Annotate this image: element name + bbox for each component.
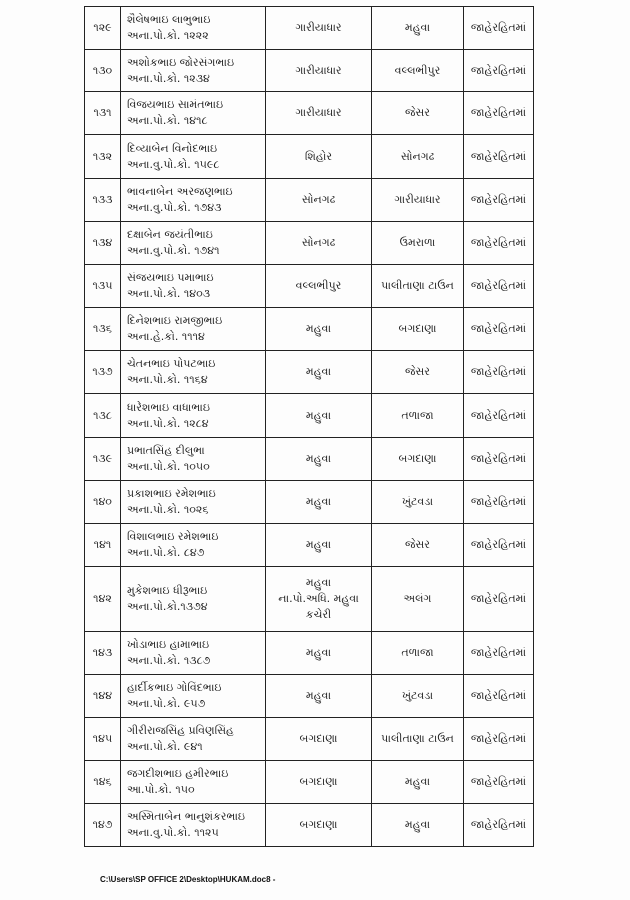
employee-name: શૈલેષભાઇ લાભુભાઇ: [127, 13, 211, 26]
current-posting: [266, 7, 372, 50]
new-posting: મહુવા: [372, 7, 464, 50]
transfer-reason: જાહેરહિતમાં: [464, 394, 534, 438]
transfer-reason: જાહેરહિતમાં: [464, 308, 534, 351]
current-posting: [266, 308, 372, 351]
current-posting: [266, 135, 372, 179]
current-posting-line: વલ્લભીપુર: [295, 279, 342, 292]
transfer-reason: જાહેરહિતમાં: [464, 7, 534, 50]
employee-cell: [121, 567, 266, 632]
employee-cell: [121, 718, 266, 761]
new-posting: તળાજા: [372, 394, 464, 438]
table-row: [85, 50, 534, 92]
serial-number: ૧૪૨: [85, 567, 121, 632]
current-posting: [266, 481, 372, 524]
employee-cell: [121, 438, 266, 481]
current-posting: [266, 179, 372, 222]
employee-code: અના.પો.કો. ૧૧૬૪: [127, 373, 208, 386]
table-row: [85, 222, 534, 265]
table-row: [85, 524, 534, 567]
current-posting: [266, 265, 372, 308]
employee-code: અના.પો.કો. ૧૦૨૬: [127, 503, 209, 516]
serial-number: ૧૩૬: [85, 308, 121, 351]
table-row: [85, 675, 534, 718]
employee-name: દિવ્યાબેન વિનોદભાઇ: [127, 141, 218, 155]
employee-cell: [121, 265, 266, 308]
new-posting: ગારીયાધાર: [372, 179, 464, 222]
table-row: [85, 394, 534, 438]
serial-number: ૧૩૯: [85, 438, 121, 481]
table-row: [85, 92, 534, 135]
employee-name: વિશાલભાઇ રમેશભાઇ: [127, 530, 219, 543]
employee-code: અના.પો.કો. ૧૨૮૪: [127, 416, 209, 430]
table-row: [85, 351, 534, 394]
employee-name: દિનેશભાઇ રામજીભાઇ: [127, 314, 223, 327]
serial-number: ૧૪૭: [85, 804, 121, 847]
new-posting: જેસર: [372, 524, 464, 567]
new-posting: જેસર: [372, 351, 464, 394]
employee-code: અના.પો.કો. ૧૨૨૨: [127, 29, 209, 42]
employee-name: જગદીશભાઇ હમીરભાઇ: [127, 767, 229, 780]
employee-code: અના.વુ.પો.કો. ૧૧૨૫: [127, 826, 219, 839]
serial-number: ૧૪૦: [85, 481, 121, 524]
current-posting-line: ગારીયાધાર: [295, 106, 342, 119]
current-posting: [266, 438, 372, 481]
employee-cell: [121, 804, 266, 847]
table-row: [85, 265, 534, 308]
employee-name: દક્ષાબેન જયંતીભાઇ: [127, 228, 213, 241]
employee-code: અના.પો.કો. ૧૨૩૪: [127, 71, 210, 85]
transfer-reason: જાહેરહિતમાં: [464, 222, 534, 265]
current-posting-line: મહુવા: [305, 408, 332, 422]
table-row: [85, 761, 534, 804]
new-posting: તળાજા: [372, 632, 464, 675]
current-posting: [266, 394, 372, 438]
employee-code: અના.વુ.પો.કો. ૧૭૪૧: [127, 244, 220, 257]
table-row: [85, 481, 534, 524]
employee-name: ખોડાભાઇ હામાભાઇ: [127, 638, 210, 651]
transfer-reason: જાહેરહિતમાં: [464, 718, 534, 761]
employee-name: મુકેશભાઇ ધીરૂભાઇ: [127, 584, 208, 597]
new-posting: પાલીતાણા ટાઉન: [372, 265, 464, 308]
current-posting: [266, 675, 372, 718]
transfer-reason: જાહેરહિતમાં: [464, 567, 534, 632]
employee-code: અના.હે.કો. ૧૧૧૪: [127, 330, 205, 343]
employee-code: આ.પો.કો. ૧૫૦: [127, 783, 195, 796]
employee-code: અના.વુ.પો.કો. ૧૫૯૮: [127, 157, 220, 171]
table-row: [85, 718, 534, 761]
current-posting-line: શિહોર: [304, 149, 333, 163]
serial-number: ૧૪૪: [85, 675, 121, 718]
current-posting-line: બગદાણા: [299, 775, 338, 788]
new-posting: ખુંટવડા: [372, 675, 464, 718]
current-posting: [266, 50, 372, 92]
current-posting: [266, 761, 372, 804]
serial-number: ૧૩૩: [85, 179, 121, 222]
table-row: [85, 632, 534, 675]
serial-number: ૧૪૫: [85, 718, 121, 761]
employee-code: અના.પો.કો. ૧૦૫૦: [127, 460, 210, 473]
new-posting: મહુવા: [372, 761, 464, 804]
employee-name: અશોકભાઇ જોરસંગભાઇ: [127, 55, 235, 69]
employee-cell: [121, 222, 266, 265]
current-posting: [266, 804, 372, 847]
new-posting: ખુંટવડા: [372, 481, 464, 524]
new-posting: સોનગઢ: [372, 135, 464, 179]
employee-name: પ્રભાતસિંહ દીલુભા: [127, 444, 205, 457]
employee-name: વિજયભાઇ સામંતભાઇ: [127, 98, 224, 111]
new-posting: પાલીતાણા ટાઉન: [372, 718, 464, 761]
employee-cell: [121, 50, 266, 92]
transfer-reason: જાહેરહિતમાં: [464, 761, 534, 804]
employee-name: સંજયભાઇ પમાભાઇ: [127, 271, 214, 284]
current-posting-line: મહુવા: [305, 576, 332, 589]
table-row: [85, 7, 534, 50]
file-path-footer: C:\Users\SP OFFICE 2\Desktop\HUKAM.doc8 -: [100, 875, 276, 884]
current-posting-line: બગદાણા: [299, 732, 338, 745]
current-posting: [266, 718, 372, 761]
current-posting: [266, 632, 372, 675]
current-posting-line: મહુવા: [305, 322, 332, 335]
serial-number: ૧૪૬: [85, 761, 121, 804]
serial-number: ૧૩૧: [85, 92, 121, 135]
transfer-reason: જાહેરહિતમાં: [464, 351, 534, 394]
current-posting-line: બગદાણા: [299, 818, 338, 831]
table-row: [85, 308, 534, 351]
serial-number: ૧૪૧: [85, 524, 121, 567]
employee-cell: [121, 394, 266, 438]
serial-number: ૧૩૦: [85, 50, 121, 92]
employee-cell: [121, 675, 266, 718]
current-posting-line: મહુવા: [305, 452, 332, 465]
employee-name: અસ્મિતાબેન ભાનુશંકરભાઇ: [127, 810, 246, 823]
current-posting: [266, 567, 372, 632]
employee-code: અના.વુ.પો.કો. ૧૭૪૩: [127, 201, 222, 214]
table-row: [85, 135, 534, 179]
new-posting: બગદાણા: [372, 308, 464, 351]
transfer-table: [84, 6, 534, 847]
employee-name: ધારેશભાઇ વાધાભાઇ: [127, 400, 210, 414]
employee-name: પ્રકાશભાઇ રમેશભાઇ: [127, 487, 216, 500]
employee-cell: [121, 92, 266, 135]
current-posting-line: કચેરી: [305, 608, 332, 621]
transfer-reason: જાહેરહિતમાં: [464, 92, 534, 135]
transfer-reason: જાહેરહિતમાં: [464, 524, 534, 567]
table-row: [85, 438, 534, 481]
serial-number: ૧૩૭: [85, 351, 121, 394]
table-row: [85, 179, 534, 222]
transfer-reason: જાહેરહિતમાં: [464, 675, 534, 718]
employee-code: અના.પો.કો.૧૩૭૪: [127, 600, 208, 613]
transfer-reason: જાહેરહિતમાં: [464, 50, 534, 92]
employee-cell: [121, 135, 266, 179]
current-posting-line: ગારીયાધાર: [295, 21, 342, 34]
employee-cell: [121, 351, 266, 394]
serial-number: ૧૩૨: [85, 135, 121, 179]
employee-cell: [121, 179, 266, 222]
employee-code: અના.પો.કો. ૮૪૭: [127, 546, 205, 559]
current-posting: [266, 524, 372, 567]
current-posting-line: મહુવા: [305, 646, 332, 659]
employee-code: અના.પો.કો. ૧૪૦૩: [127, 287, 211, 300]
new-posting: ઉમરાળા: [372, 222, 464, 265]
new-posting: વલ્લભીપુર: [372, 50, 464, 92]
serial-number: ૧૪૩: [85, 632, 121, 675]
transfer-reason: જાહેરહિતમાં: [464, 481, 534, 524]
current-posting: [266, 351, 372, 394]
employee-name: ગીરીરાજસિંહ પ્રવિણસિંહ: [127, 724, 234, 737]
employee-name: ચેતનભાઇ પોપટભાઇ: [127, 357, 216, 370]
current-posting: [266, 92, 372, 135]
employee-name: હાર્દીકભાઇ ગોવિંદભાઇ: [127, 681, 222, 694]
current-posting-line: સોનગઢ: [301, 236, 336, 249]
new-posting: જેસર: [372, 92, 464, 135]
transfer-reason: જાહેરહિતમાં: [464, 438, 534, 481]
employee-code: અના.પો.કો. ૧૩૮૭: [127, 654, 211, 667]
new-posting: અલંગ: [372, 567, 464, 632]
serial-number: ૧૨૯: [85, 7, 121, 50]
employee-cell: [121, 524, 266, 567]
current-posting-line: ગારીયાધાર: [295, 63, 342, 77]
table-row: [85, 567, 534, 632]
transfer-reason: જાહેરહિતમાં: [464, 135, 534, 179]
transfer-reason: જાહેરહિતમાં: [464, 179, 534, 222]
current-posting-line: મહુવા: [305, 538, 332, 551]
serial-number: ૧૩૮: [85, 394, 121, 438]
employee-name: ભાવનાબેન અરજણભાઇ: [127, 185, 233, 198]
employee-cell: [121, 632, 266, 675]
current-posting: [266, 222, 372, 265]
employee-code: અના.પો.કો. ૯૪૧: [127, 740, 203, 753]
employee-cell: [121, 481, 266, 524]
employee-cell: [121, 7, 266, 50]
current-posting-line: મહુવા: [305, 365, 332, 378]
current-posting-line: સોનગઢ: [301, 193, 336, 206]
transfer-reason: જાહેરહિતમાં: [464, 632, 534, 675]
current-posting-line: ના.પો.અધિ. મહુવા: [278, 592, 359, 605]
new-posting: બગદાણા: [372, 438, 464, 481]
new-posting: મહુવા: [372, 804, 464, 847]
table-row: [85, 804, 534, 847]
serial-number: ૧૩૪: [85, 222, 121, 265]
employee-code: અના.પો.કો. ૯૫૭: [127, 697, 206, 710]
transfer-reason: જાહેરહિતમાં: [464, 265, 534, 308]
current-posting-line: મહુવા: [305, 495, 332, 508]
serial-number: ૧૩૫: [85, 265, 121, 308]
transfer-table-body: [85, 7, 534, 847]
employee-code: અના.પો.કો. ૧૪૧૮: [127, 114, 208, 127]
employee-cell: [121, 308, 266, 351]
current-posting-line: મહુવા: [305, 689, 332, 702]
employee-cell: [121, 761, 266, 804]
transfer-reason: જાહેરહિતમાં: [464, 804, 534, 847]
